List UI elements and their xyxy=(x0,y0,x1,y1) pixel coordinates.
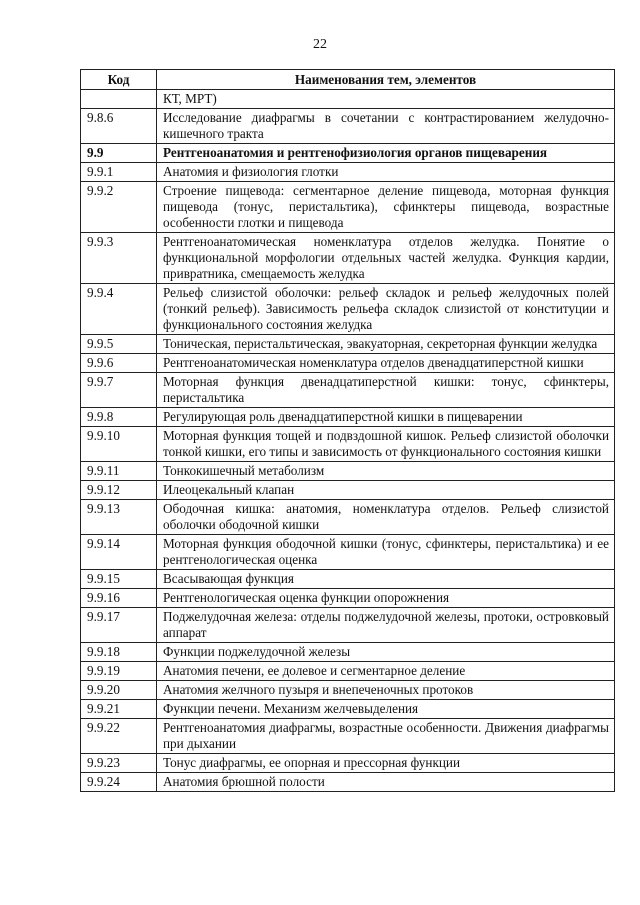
row-topic-name: Строение пищевода: сегментарное деление пищевода, моторная функция пищевода (тонус, перистальтика), сфинктеры пищевода, возрастные особенности глотки и пищевода xyxy=(157,182,615,233)
table-row xyxy=(81,754,615,773)
row-code: 9.9.3 xyxy=(81,233,157,284)
table-row xyxy=(81,109,615,144)
row-topic-name: Рентгеноанатомия и рентгенофизиология органов пищеварения xyxy=(157,144,615,163)
code-column-header: Код xyxy=(81,70,157,90)
row-topic-name: Всасывающая функция xyxy=(157,570,615,589)
row-topic-name: Анатомия брюшной полости xyxy=(157,773,615,792)
table-row xyxy=(81,354,615,373)
table-header-row xyxy=(81,70,615,90)
table-row xyxy=(81,373,615,408)
row-topic-name: Илеоцекальный клапан xyxy=(157,481,615,500)
table-row xyxy=(81,462,615,481)
row-topic-name: Рентгеноанатомическая номенклатура отделов желудка. Понятие о функциональной морфологии отдельных частей желудка. Функция кардии, привратника, смещаемость желудка xyxy=(157,233,615,284)
row-code: 9.9.17 xyxy=(81,608,157,643)
table-row xyxy=(81,719,615,754)
table-row xyxy=(81,163,615,182)
row-topic-name: Функции печени. Механизм желчевыделения xyxy=(157,700,615,719)
row-code: 9.9.7 xyxy=(81,373,157,408)
page-number: 22 xyxy=(313,37,327,52)
row-topic-name: Анатомия и физиология глотки xyxy=(157,163,615,182)
row-code: 9.9.15 xyxy=(81,570,157,589)
table-body xyxy=(81,90,615,792)
row-code: 9.9.22 xyxy=(81,719,157,754)
row-code: 9.9.19 xyxy=(81,662,157,681)
row-topic-name: Регулирующая роль двенадцатиперстной кишки в пищеварении xyxy=(157,408,615,427)
table-row xyxy=(81,90,615,109)
row-code: 9.9.21 xyxy=(81,700,157,719)
row-code: 9.9.24 xyxy=(81,773,157,792)
name-column-header: Наименования тем, элементов xyxy=(157,70,615,90)
row-code: 9.9.18 xyxy=(81,643,157,662)
table-row xyxy=(81,335,615,354)
curriculum-table xyxy=(80,69,615,792)
row-code: 9.9.1 xyxy=(81,163,157,182)
table-row xyxy=(81,535,615,570)
row-topic-name: Рентгеноанатомия диафрагмы, возрастные особенности. Движения диафрагмы при дыхании xyxy=(157,719,615,754)
row-code: 9.9.8 xyxy=(81,408,157,427)
row-topic-name: КТ, МРТ) xyxy=(157,90,615,109)
row-code: 9.9.23 xyxy=(81,754,157,773)
row-topic-name: Анатомия печени, ее долевое и сегментарное деление xyxy=(157,662,615,681)
table-row xyxy=(81,182,615,233)
row-code: 9.9.11 xyxy=(81,462,157,481)
row-topic-name: Тоническая, перистальтическая, эвакуаторная, секреторная функции желудка xyxy=(157,335,615,354)
row-code: 9.9.4 xyxy=(81,284,157,335)
row-code: 9.9.10 xyxy=(81,427,157,462)
table-section-row xyxy=(81,144,615,163)
row-topic-name: Моторная функция ободочной кишки (тонус, сфинктеры, перистальтика) и ее рентгенологическая оценка xyxy=(157,535,615,570)
row-code: 9.9.12 xyxy=(81,481,157,500)
row-topic-name: Ободочная кишка: анатомия, номенклатура отделов. Рельеф слизистой оболочки ободочной кишки xyxy=(157,500,615,535)
table-row xyxy=(81,662,615,681)
row-topic-name: Тонус диафрагмы, ее опорная и прессорная функции xyxy=(157,754,615,773)
row-code: 9.9 xyxy=(81,144,157,163)
row-topic-name: Моторная функция тощей и подвздошной кишок. Рельеф слизистой оболочки тонкой кишки, его типы и зависимость от функционального состояния кишки xyxy=(157,427,615,462)
row-code: 9.9.6 xyxy=(81,354,157,373)
row-code: 9.9.14 xyxy=(81,535,157,570)
table-row xyxy=(81,608,615,643)
table-row xyxy=(81,427,615,462)
table-row xyxy=(81,570,615,589)
row-topic-name: Тонкокишечный метаболизм xyxy=(157,462,615,481)
row-topic-name: Исследование диафрагмы в сочетании с контрастированием желудочно-кишечного тракта xyxy=(157,109,615,144)
row-code: 9.9.5 xyxy=(81,335,157,354)
row-topic-name: Моторная функция двенадцатиперстной кишки: тонус, сфинктеры, перистальтика xyxy=(157,373,615,408)
row-code: 9.9.13 xyxy=(81,500,157,535)
table-row xyxy=(81,700,615,719)
row-topic-name: Рентгенологическая оценка функции опорожнения xyxy=(157,589,615,608)
table-row xyxy=(81,408,615,427)
row-code xyxy=(81,90,157,109)
row-topic-name: Поджелудочная железа: отделы поджелудочной железы, протоки, островковый аппарат xyxy=(157,608,615,643)
row-code: 9.9.16 xyxy=(81,589,157,608)
table-row xyxy=(81,589,615,608)
table-row xyxy=(81,773,615,792)
row-topic-name: Функции поджелудочной железы xyxy=(157,643,615,662)
table-row xyxy=(81,481,615,500)
row-topic-name: Рельеф слизистой оболочки: рельеф складок и рельеф желудочных полей (тонкий рельеф). Зависимость рельефа складок слизистой от конституции и функционального состояния желудка xyxy=(157,284,615,335)
row-topic-name: Рентгеноанатомическая номенклатура отделов двенадцатиперстной кишки xyxy=(157,354,615,373)
table-row xyxy=(81,643,615,662)
table-row xyxy=(81,500,615,535)
row-code: 9.9.20 xyxy=(81,681,157,700)
table-row xyxy=(81,284,615,335)
row-topic-name: Анатомия желчного пузыря и внепеченочных протоков xyxy=(157,681,615,700)
row-code: 9.8.6 xyxy=(81,109,157,144)
row-code: 9.9.2 xyxy=(81,182,157,233)
table-row xyxy=(81,233,615,284)
table-row xyxy=(81,681,615,700)
